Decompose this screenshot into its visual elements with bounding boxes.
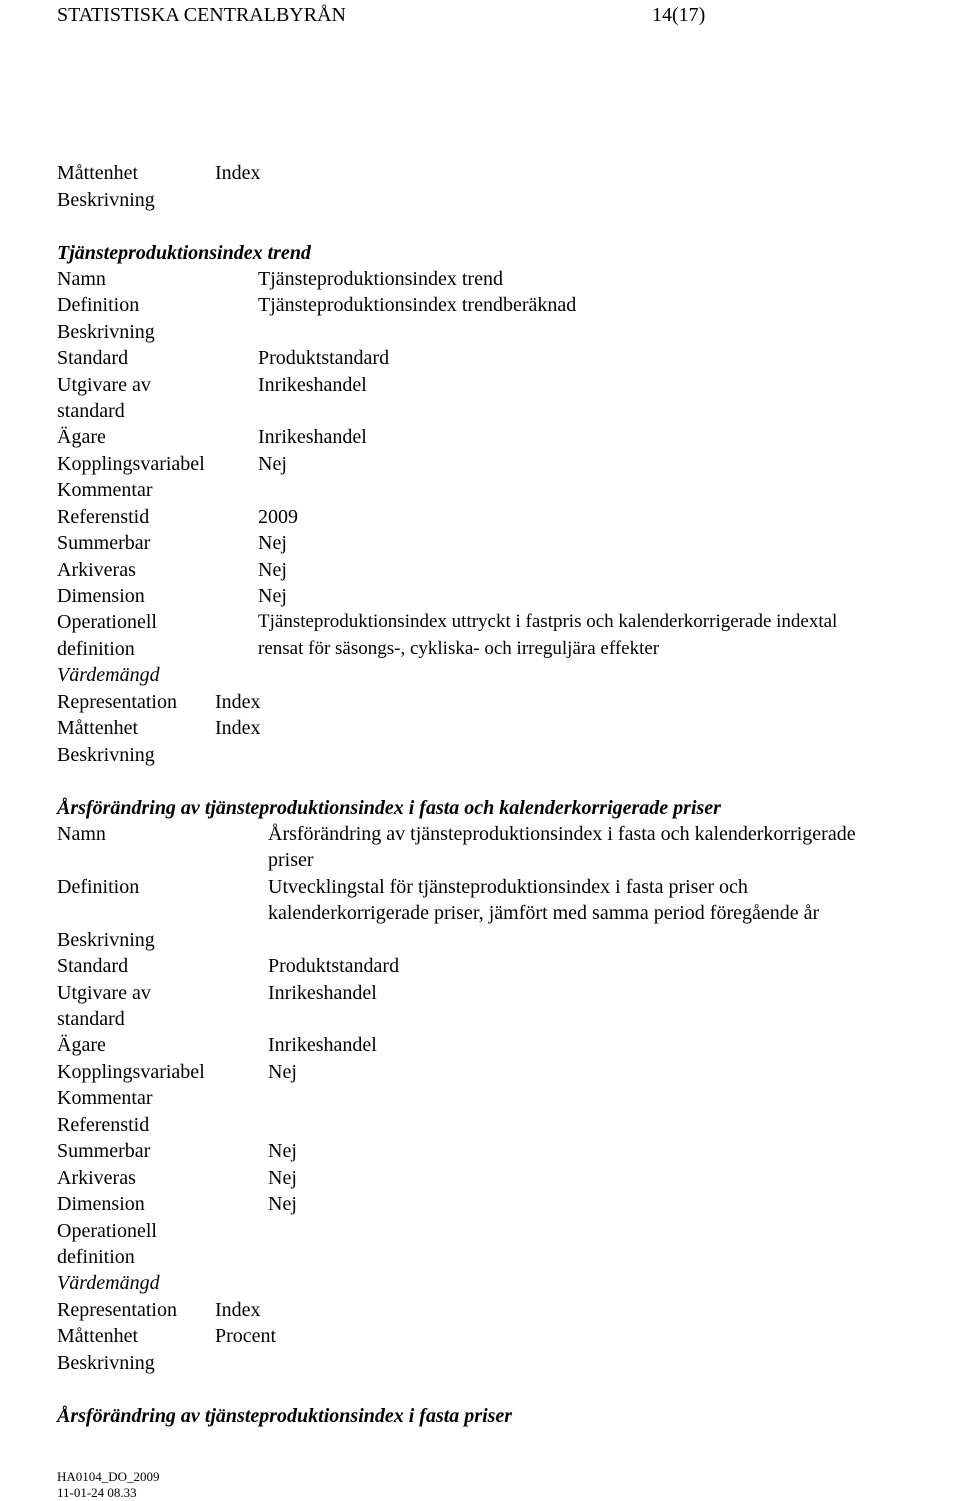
trend-summerbar-label: Summerbar	[57, 532, 151, 554]
ars-koppling-value: Nej	[268, 1061, 297, 1083]
ars-definition-label: Definition	[57, 876, 140, 898]
page-number: 14(17)	[652, 4, 706, 26]
ars-namn-label: Namn	[57, 823, 106, 845]
trend-beskrivning2-label: Beskrivning	[57, 744, 155, 766]
trend-utgivare-value: Inrikeshandel	[258, 374, 367, 396]
trend-utgivare-label: Utgivare av	[57, 374, 151, 396]
trend-kommentar-label: Kommentar	[57, 479, 153, 501]
ars-representation-label: Representation	[57, 1299, 177, 1321]
header-org: STATISTISKA CENTRALBYRÅN	[57, 4, 346, 26]
ars-namn-value-cont: priser	[268, 849, 314, 871]
ars-beskrivning2-label: Beskrivning	[57, 1352, 155, 1374]
trend-utgivare-label-cont: standard	[57, 400, 125, 422]
trend-koppling-label: Kopplingsvariabel	[57, 453, 205, 475]
trend-operationell-label-cont: definition	[57, 638, 135, 660]
ars-mattenhet-value: Procent	[215, 1325, 277, 1347]
trend-referenstid-value: 2009	[258, 506, 298, 528]
ars-referenstid-label: Referenstid	[57, 1114, 150, 1136]
ars-utgivare-value: Inrikeshandel	[268, 982, 377, 1004]
trend-representation-label: Representation	[57, 691, 177, 713]
ars-standard-value: Produktstandard	[268, 955, 400, 977]
trend-operationell-value-cont: rensat för säsongs-, cykliska- och irreguljära effekter	[258, 638, 660, 659]
ars-mattenhet-label: Måttenhet	[57, 1325, 139, 1347]
ars-agare-label: Ägare	[57, 1034, 106, 1056]
trend-vardemangd-label: Värdemängd	[57, 664, 160, 686]
ars-definition-value-cont: kalenderkorrigerade priser, jämfört med samma period föregående år	[268, 902, 820, 924]
trend-operationell-label: Operationell	[57, 611, 157, 633]
intro-beskrivning-label: Beskrivning	[57, 189, 155, 211]
trend-definition-value: Tjänsteproduktionsindex trendberäknad	[258, 294, 577, 316]
ars-operationell-label-cont: definition	[57, 1246, 135, 1268]
ars-summerbar-value: Nej	[268, 1140, 297, 1162]
section-heading-fasta-priser: Årsförändring av tjänsteproduktionsindex i fasta priser	[57, 1405, 513, 1427]
footer-doc-id: HA0104_DO_2009	[57, 1469, 160, 1484]
footer-timestamp: 11-01-24 08.33	[57, 1485, 137, 1500]
trend-definition-label: Definition	[57, 294, 140, 316]
ars-summerbar-label: Summerbar	[57, 1140, 151, 1162]
ars-vardemangd-label: Värdemängd	[57, 1272, 160, 1294]
ars-kommentar-label: Kommentar	[57, 1087, 153, 1109]
intro-mattenhet-value: Index	[215, 162, 261, 184]
trend-mattenhet-value: Index	[215, 717, 261, 739]
trend-koppling-value: Nej	[258, 453, 287, 475]
trend-namn-label: Namn	[57, 268, 106, 290]
trend-standard-label: Standard	[57, 347, 129, 369]
ars-arkiveras-label: Arkiveras	[57, 1167, 136, 1189]
section-heading-arsforandring: Årsförändring av tjänsteproduktionsindex i fasta och kalenderkorrigerade priser	[57, 797, 721, 819]
ars-definition-value: Utvecklingstal för tjänsteproduktionsindex i fasta priser och	[268, 876, 748, 898]
ars-standard-label: Standard	[57, 955, 129, 977]
trend-referenstid-label: Referenstid	[57, 506, 150, 528]
trend-summerbar-value: Nej	[258, 532, 287, 554]
ars-utgivare-label-cont: standard	[57, 1008, 125, 1030]
ars-operationell-label: Operationell	[57, 1220, 157, 1242]
trend-arkiveras-value: Nej	[258, 559, 287, 581]
ars-arkiveras-value: Nej	[268, 1167, 297, 1189]
trend-dimension-label: Dimension	[57, 585, 145, 607]
trend-representation-value: Index	[215, 691, 261, 713]
ars-utgivare-label: Utgivare av	[57, 982, 151, 1004]
trend-beskrivning-label: Beskrivning	[57, 321, 155, 343]
trend-agare-label: Ägare	[57, 426, 106, 448]
ars-namn-value: Årsförändring av tjänsteproduktionsindex i fasta och kalenderkorrigerade	[268, 823, 856, 845]
trend-agare-value: Inrikeshandel	[258, 426, 367, 448]
ars-dimension-value: Nej	[268, 1193, 297, 1215]
ars-koppling-label: Kopplingsvariabel	[57, 1061, 205, 1083]
trend-mattenhet-label: Måttenhet	[57, 717, 139, 739]
trend-standard-value: Produktstandard	[258, 347, 390, 369]
trend-operationell-value: Tjänsteproduktionsindex uttryckt i fastpris och kalenderkorrigerade indextal	[258, 611, 838, 632]
trend-namn-value: Tjänsteproduktionsindex trend	[258, 268, 503, 290]
trend-dimension-value: Nej	[258, 585, 287, 607]
ars-representation-value: Index	[215, 1299, 261, 1321]
ars-beskrivning-label: Beskrivning	[57, 929, 155, 951]
ars-agare-value: Inrikeshandel	[268, 1034, 377, 1056]
ars-dimension-label: Dimension	[57, 1193, 145, 1215]
section-heading-trend: Tjänsteproduktionsindex trend	[57, 242, 311, 264]
intro-mattenhet-label: Måttenhet	[57, 162, 139, 184]
trend-arkiveras-label: Arkiveras	[57, 559, 136, 581]
